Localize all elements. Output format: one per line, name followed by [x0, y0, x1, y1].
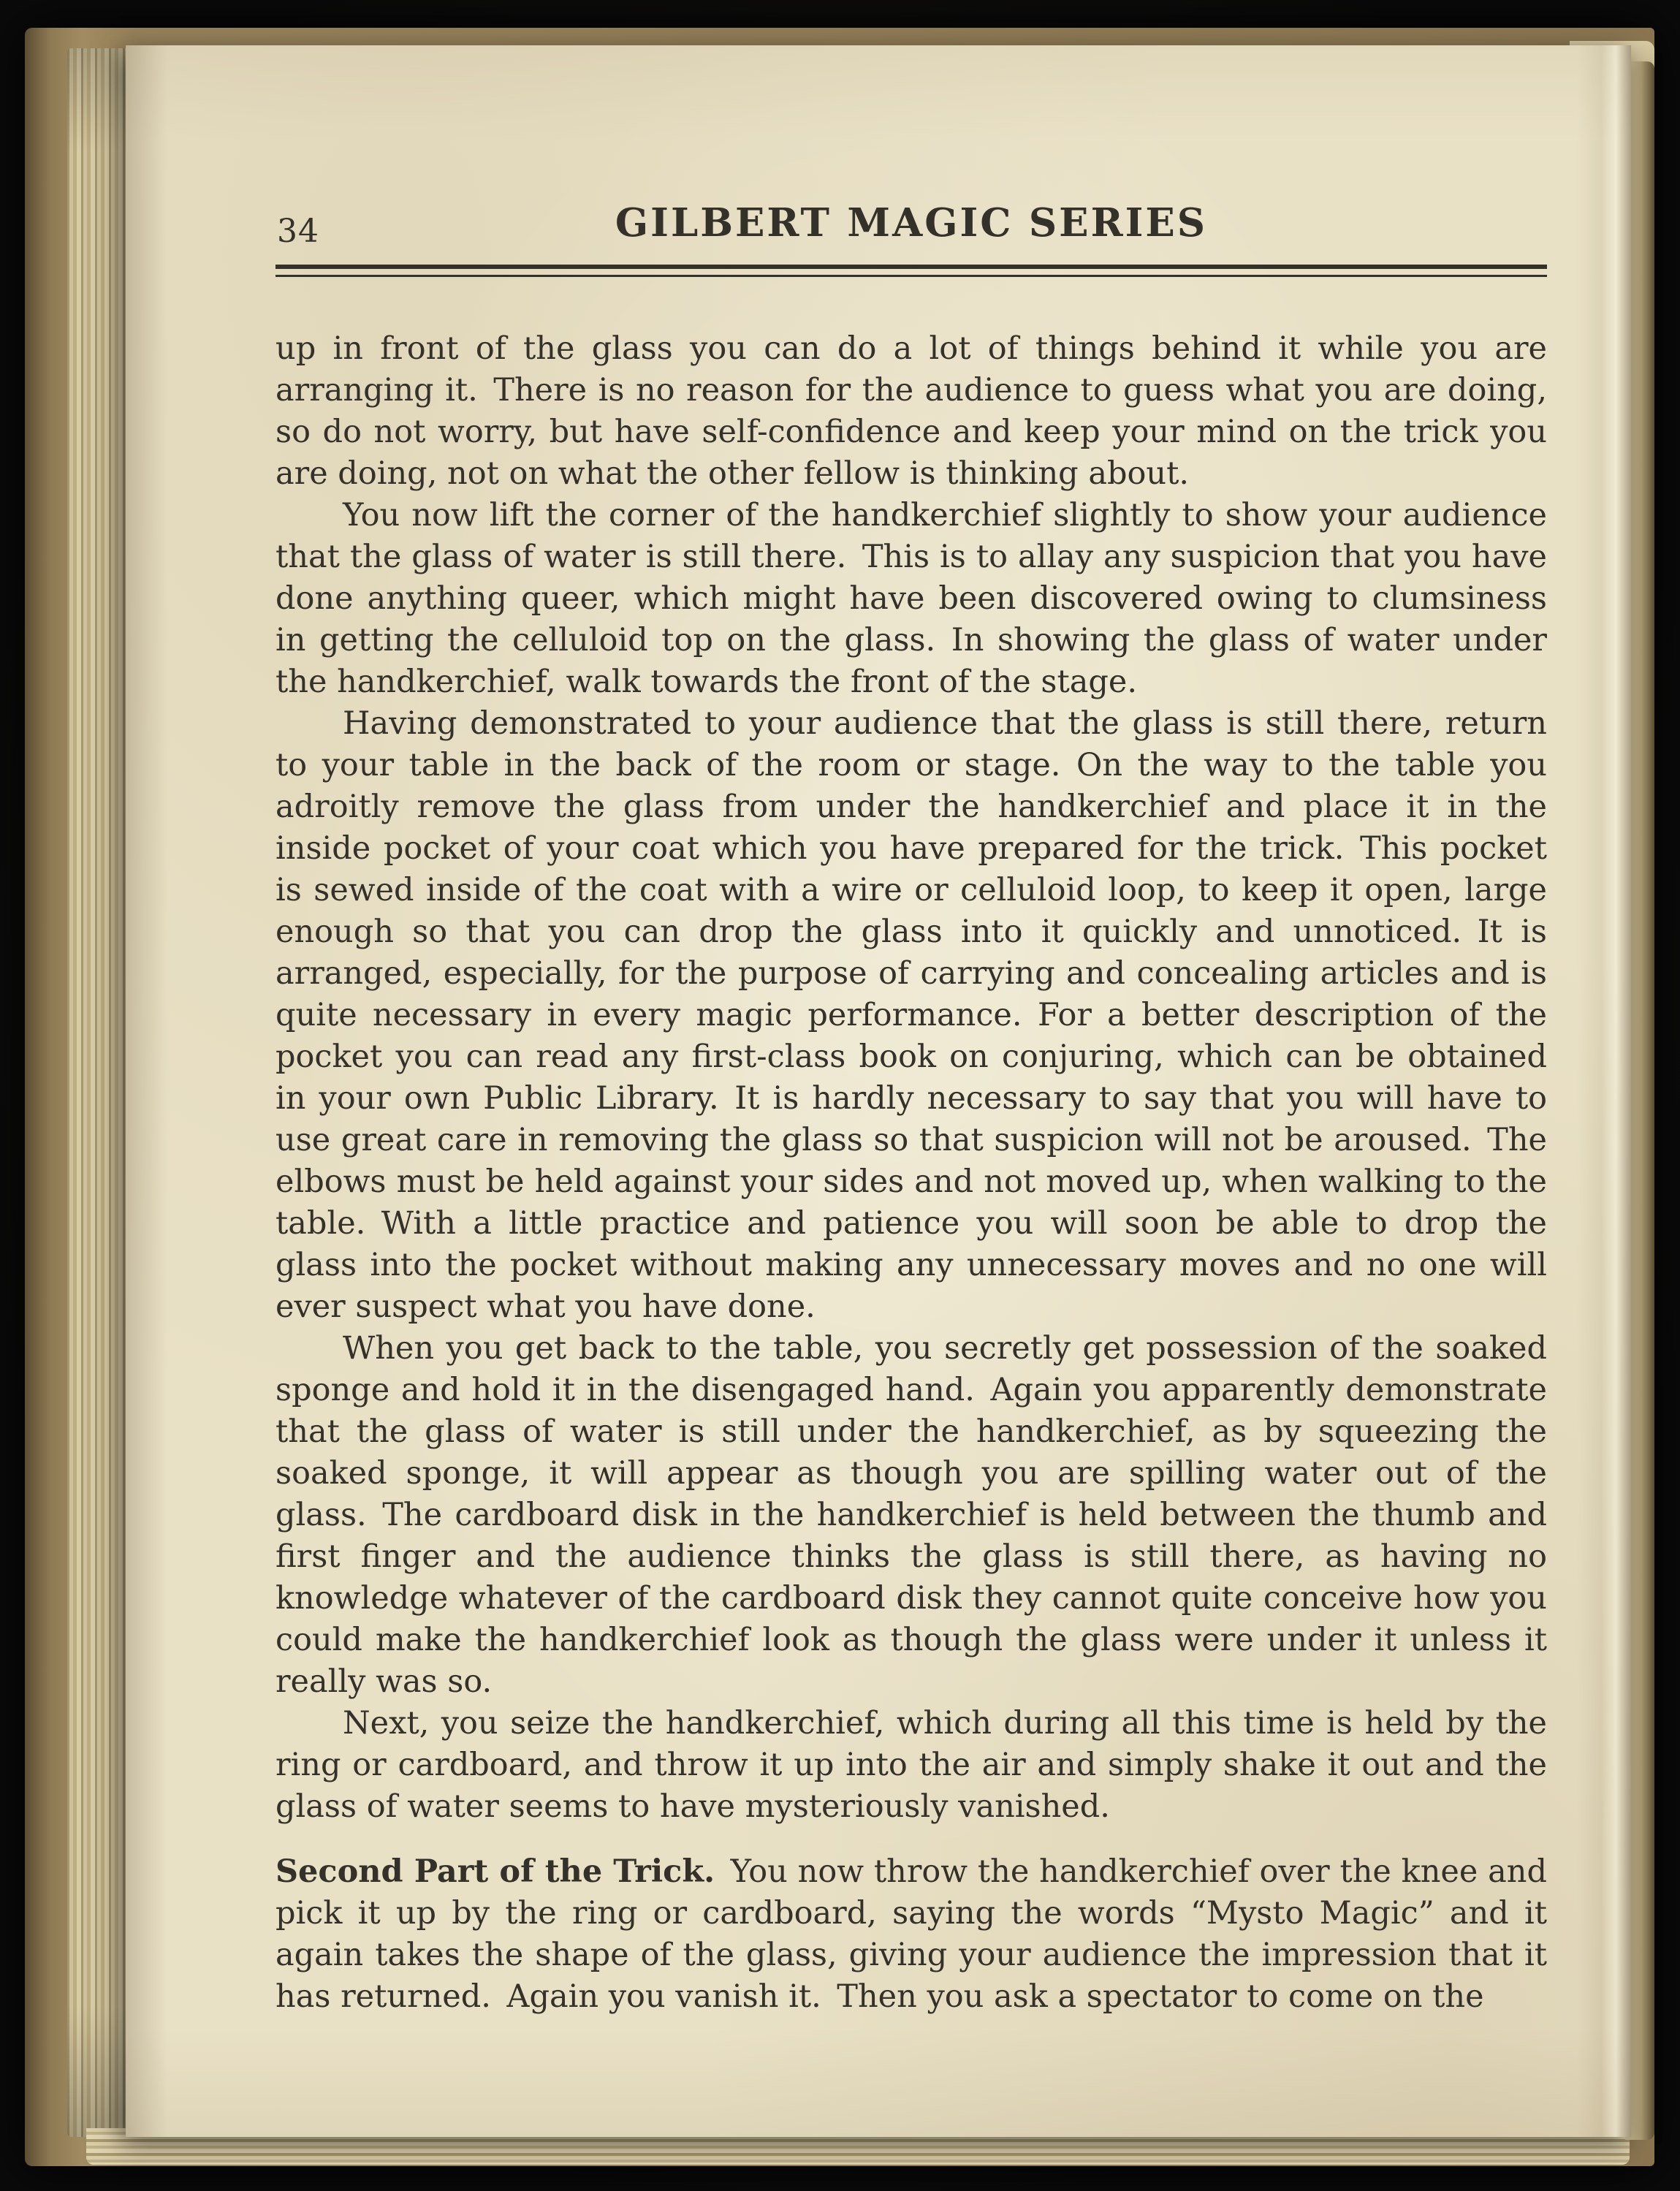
page-body [275, 328, 1547, 2018]
page-number: 34 [277, 213, 319, 250]
paragraph: up in front of the glass you can do a lot of things behind it while you are arranging it. There is no reason for the audience to guess what you are doing, so do not worry, but have self-confidence and keep your mind on the trick you are doing, not on what the other fellow is thinking about. [275, 330, 1547, 492]
page-header [275, 200, 1547, 253]
paragraph: Second Part of the Trick. You now throw the handkerchief over the knee and pick it up by the ring or cardboard, saying the words “Mysto Magic” and it again takes the shape of the glass, giving your audience the impression that it has returned. Again you vanish it. Then you ask a spectator to come on the [275, 1853, 1548, 2015]
paragraph: When you get back to the table, you secretly get possession of the soaked sponge and hold it in the disengaged hand. Again you apparently demonstrate that the glass of water is still under the handkerchief, as by squeezing the soaked sponge, it will appear as though you are spilling water out of the glass. The cardboard disk in the handkerchief is held between the thumb and first finger and the audience thinks the glass is still there, as having no knowledge whatever of the cardboard disk they cannot quite conceive how you could make the handkerchief look as though the glass were under it unless it really was so. [275, 1330, 1547, 1700]
book-page [126, 45, 1631, 2137]
page-edge-stack-left [67, 48, 127, 2137]
page-title: GILBERT MAGIC SERIES [615, 200, 1208, 246]
paragraph-lead: Second Part of the Trick. [275, 1853, 715, 1890]
header-double-rule [275, 265, 1547, 277]
paragraph: You now lift the corner of the handkerchief slightly to show your audience that the glass of water is still there. This is to allay any suspicion that you have done anything queer, which might have been discovered owing to clumsiness in getting the celluloid top on the glass. In showing the glass of water under the handkerchief, walk towards the front of the stage. [275, 497, 1547, 700]
paragraph: Having demonstrated to your audience that the glass is still there, return to your table in the back of the room or stage. On the way to the table you adroitly remove the glass from under the handkerchief and place it in the inside pocket of your coat which you have prepared for the trick. This pocket is sewed inside of the coat with a wire or celluloid loop, to keep it open, large enough so that you can drop the glass into it quickly and unnoticed. It is arranged, especially, for the purpose of carrying and concealing articles and is quite necessary in every magic performance. For a better description of the pocket you can read any first-class book on conjuring, which can be obtained in your own Public Library. It is hardly necessary to say that you will have to use great care in removing the glass so that suspicion will not be aroused. The elbows must be held against your sides and not moved up, when walking to the table. With a little practice and patience you will soon be able to drop the glass into the pocket without making any unnecessary moves and no one will ever suspect what you have done. [275, 705, 1547, 1325]
paragraph: Next, you seize the handkerchief, which during all this time is held by the ring or cardboard, and throw it up into the air and simply shake it out and the glass of water seems to have mysteriously vanished. [275, 1705, 1547, 1825]
